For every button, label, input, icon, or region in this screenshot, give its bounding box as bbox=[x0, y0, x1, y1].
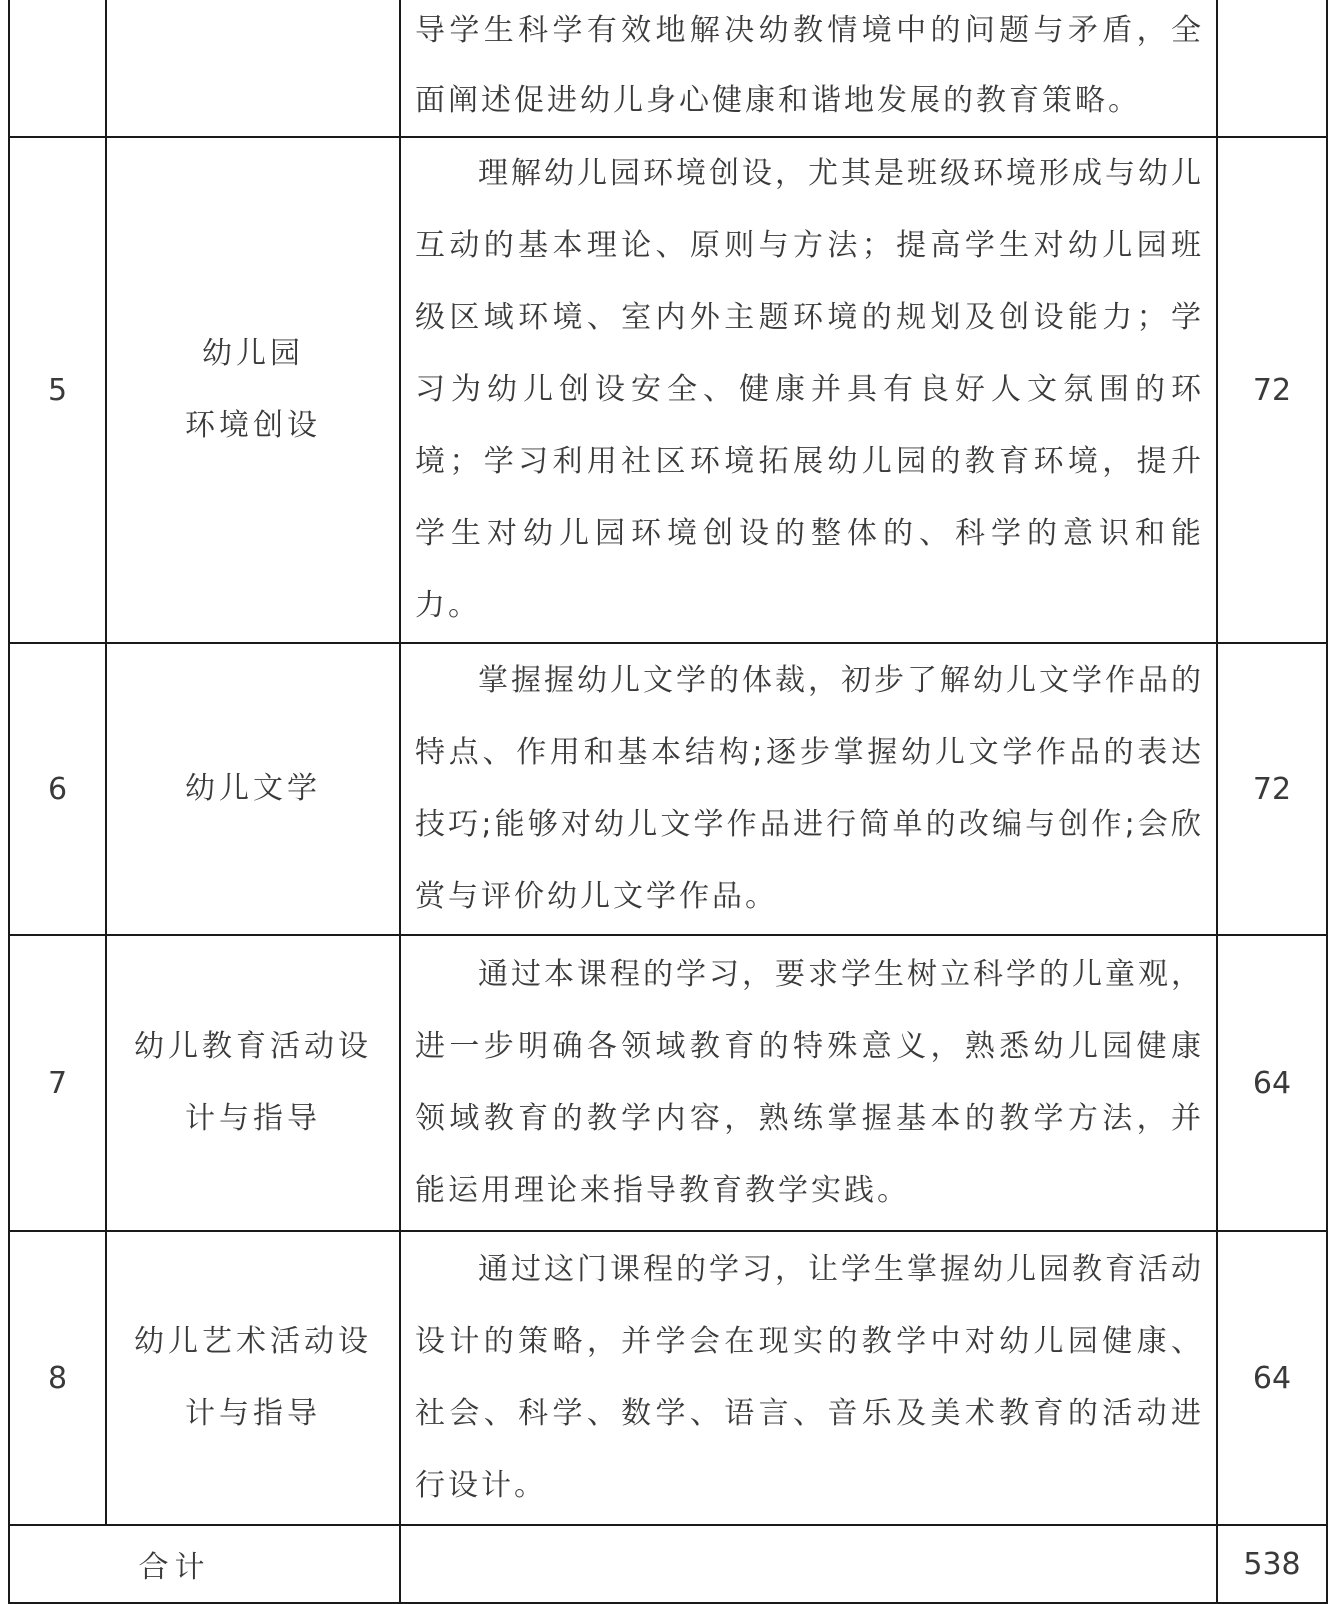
description-text: 通过这门课程的学习，让学生掌握幼儿园教育活动设计的策略，并学会在现实的教学中对幼儿园健康、社会、科学、数学、语言、音乐及美术教育的活动进行设计。 bbox=[415, 1252, 1204, 1503]
table-row bbox=[9, 935, 1327, 1231]
table-row bbox=[9, 0, 1327, 137]
course-name-line: 幼儿艺术活动设 bbox=[134, 1324, 372, 1359]
course-name bbox=[106, 137, 400, 643]
total-description bbox=[400, 1525, 1217, 1603]
description-text: 理解幼儿园环境创设，尤其是班级环境形成与幼儿互动的基本理论、原则与方法；提高学生对幼儿园班级区域环境、室内外主题环境的规划及创设能力；学习为幼儿创设安全、健康并具有良好人文氛围的环境；学习利用社区环境拓展幼儿园的教育环境，提升学生对幼儿园环境创设的整体的、科学的意识和能力。 bbox=[415, 156, 1204, 623]
table-row bbox=[9, 1231, 1327, 1525]
course-name-line: 幼儿教育活动设 bbox=[134, 1029, 372, 1064]
course-hours: 72 bbox=[1217, 643, 1327, 935]
course-number: 5 bbox=[9, 137, 106, 643]
course-number bbox=[9, 0, 106, 137]
course-hours: 72 bbox=[1217, 137, 1327, 643]
course-table bbox=[8, 0, 1328, 1604]
table-row bbox=[9, 643, 1327, 935]
course-description bbox=[400, 137, 1217, 643]
course-name-line: 环境创设 bbox=[185, 408, 321, 443]
course-number: 7 bbox=[9, 935, 106, 1231]
course-description bbox=[400, 643, 1217, 935]
course-description bbox=[400, 0, 1217, 137]
course-hours bbox=[1217, 0, 1327, 137]
course-description bbox=[400, 935, 1217, 1231]
description-text: 导学生科学有效地解决幼教情境中的问题与矛盾，全面阐述促进幼儿身心健康和谐地发展的教育策略。 bbox=[415, 13, 1204, 118]
course-number: 8 bbox=[9, 1231, 106, 1525]
description-text: 通过本课程的学习，要求学生树立科学的儿童观，进一步明确各领域教育的特殊意义，熟悉幼儿园健康领域教育的教学内容，熟练掌握基本的教学方法，并能运用理论来指导教育教学实践。 bbox=[415, 957, 1204, 1208]
description-text: 掌握握幼儿文学的体裁，初步了解幼儿文学作品的特点、作用和基本结构;逐步掌握幼儿文学作品的表达技巧;能够对幼儿文学作品进行简单的改编与创作;会欣赏与评价幼儿文学作品。 bbox=[415, 663, 1204, 914]
course-hours: 64 bbox=[1217, 935, 1327, 1231]
total-row bbox=[9, 1525, 1327, 1603]
course-name bbox=[106, 643, 400, 935]
course-name-line: 计与指导 bbox=[185, 1101, 321, 1136]
table-row bbox=[9, 137, 1327, 643]
course-name bbox=[106, 1231, 400, 1525]
course-hours: 64 bbox=[1217, 1231, 1327, 1525]
total-label: 合计 bbox=[9, 1525, 400, 1603]
course-number: 6 bbox=[9, 643, 106, 935]
total-hours: 538 bbox=[1217, 1525, 1327, 1603]
course-name bbox=[106, 0, 400, 137]
course-name-line: 幼儿文学 bbox=[185, 771, 321, 806]
course-name bbox=[106, 935, 400, 1231]
course-name-line: 幼儿园 bbox=[202, 336, 304, 371]
course-name-line: 计与指导 bbox=[185, 1396, 321, 1431]
course-description bbox=[400, 1231, 1217, 1525]
